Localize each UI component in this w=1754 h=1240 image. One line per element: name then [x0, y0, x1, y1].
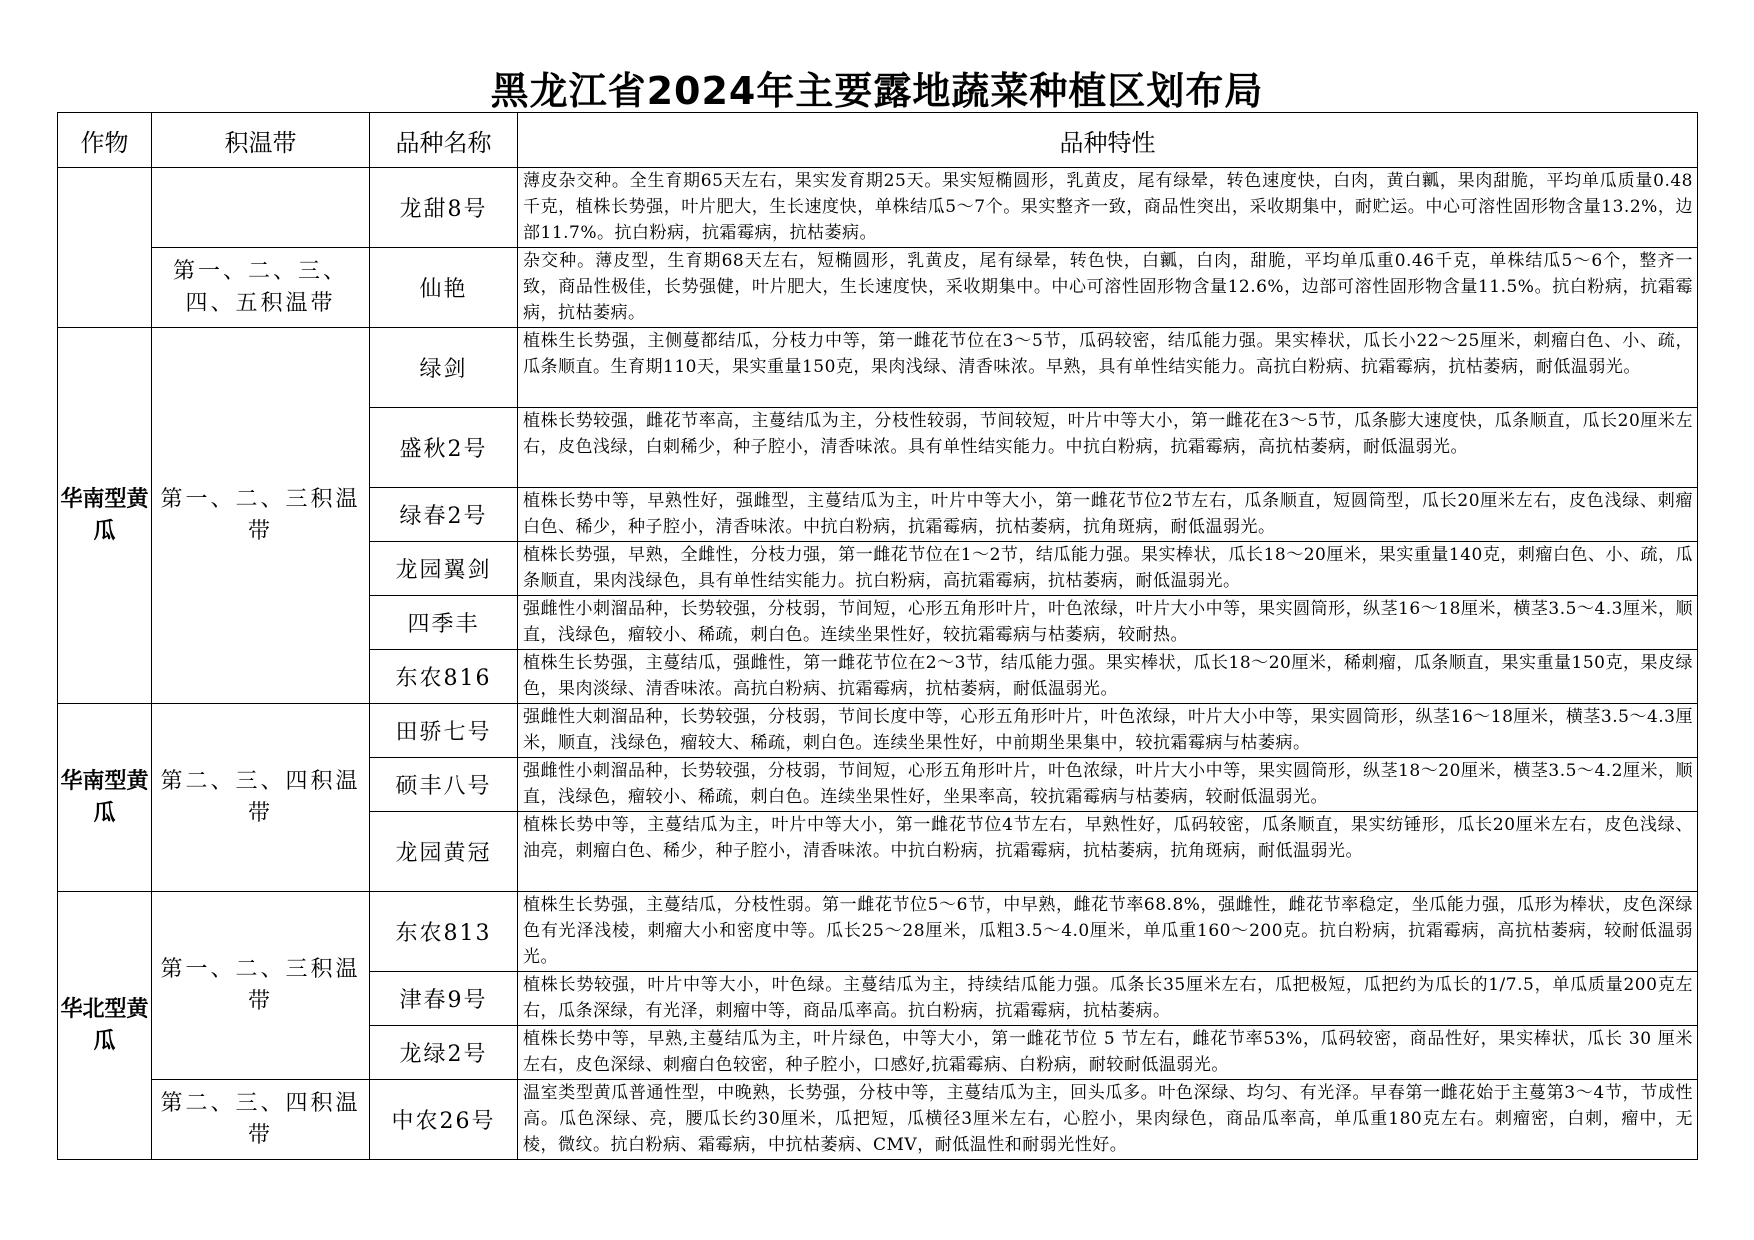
variety-cell: [370, 892, 518, 972]
traits-text: 植株长势中等，早熟性好，强雌型，主蔓结瓜为主，叶片中等大小，第一雌花节位2节左右，瓜条顺直，短圆筒型，瓜长20厘米左右，皮色浅绿、刺瘤白色、稀少，种子腔小，清香味浓。中抗白粉病，抗霜霉病，抗枯萎病，抗角斑病，耐低温弱光。: [523, 491, 1693, 537]
header-crop: 作物: [58, 113, 152, 168]
variety-cell: [370, 328, 518, 408]
variety-name: 龙园翼剑: [395, 558, 492, 583]
crop-cell: [58, 704, 152, 892]
zone-text: 第一、二、三积温带: [160, 956, 361, 1014]
variety-cell: [370, 596, 518, 650]
header-traits: 品种特性: [518, 113, 1698, 168]
variety-name: 龙甜8号: [399, 197, 488, 222]
traits-cell: [518, 758, 1698, 812]
traits-cell: [518, 488, 1698, 542]
traits-text: 温室类型黄瓜普通性型，中晚熟，长势强，分枝中等，主蔓结瓜为主，回头瓜多。叶色深绿、均匀、有光泽。早春第一雌花始于主蔓第3～4节，节成性高。瓜色深绿、亮，腰瓜长约30厘米，瓜把短，瓜横径3厘米左右，心腔小，果肉绿色，商品瓜率高，单瓜重180克左右。刺瘤密，白刺，瘤中，无棱，微纹。抗白粉病、霜霉病，中抗枯萎病、CMV，耐低温性和耐弱光性好。: [523, 1083, 1693, 1155]
zone-cell: [152, 248, 370, 328]
traits-cell: [518, 1026, 1698, 1080]
traits-text: 植株长势较强，雌花节率高，主蔓结瓜为主，分枝性较弱，节间较短，叶片中等大小，第一雌花在3～5节，瓜条膨大速度快，瓜条顺直，瓜长20厘米左右，皮色浅绿，白刺稀少，种子腔小，清香味浓。具有单性结实能力。中抗白粉病，抗霜霉病，高抗枯萎病，耐低温弱光。: [523, 411, 1693, 457]
variety-name: 绿春2号: [399, 504, 488, 529]
zone-text: 第一、二、三、四、五积温带: [172, 258, 348, 316]
traits-text: 强雌性小刺溜品种，长势较强，分枝弱，节间短，心形五角形叶片，叶色浓绿，叶片大小中等，果实圆筒形，纵茎18～20厘米，横茎3.5～4.2厘米，顺直，浅绿色，瘤较小、稀疏，刺白色。连续坐果性好，坐果率高，较抗霜霉病与枯萎病，较耐低温弱光。: [523, 761, 1693, 807]
traits-text: 强雌性小刺溜品种，长势较强，分枝弱，节间短，心形五角形叶片，叶色浓绿，叶片大小中等，果实圆筒形，纵茎16～18厘米，横茎3.5～4.3厘米，顺直，浅绿色，瘤较小、稀疏，刺白色。连续坐果性好，较抗霜霉病与枯萎病，较耐热。: [523, 599, 1693, 645]
header-zone: 积温带: [152, 113, 370, 168]
traits-text: 植株长势中等，早熟,主蔓结瓜为主，叶片绿色，中等大小，第一雌花节位 5 节左右，雌花节率53%，瓜码较密，商品性好，果实棒状，瓜长 30 厘米左右，皮色深绿、刺瘤白色较密，种子腔小，口感好,抗霜霉病、白粉病，耐较耐低温弱光。: [523, 1029, 1693, 1075]
traits-cell: [518, 408, 1698, 488]
zone-text: 第一、二、三积温带: [160, 486, 361, 544]
variety-cell: [370, 542, 518, 596]
traits-cell: [518, 650, 1698, 704]
variety-name: 中农26号: [391, 1109, 496, 1134]
variety-name: 四季丰: [407, 612, 480, 637]
traits-text: 植株生长势强，主侧蔓都结瓜，分枝力中等，第一雌花节位在3～5节，瓜码较密，结瓜能力强。果实棒状，瓜长小22～25厘米，刺瘤白色、小、疏，瓜条顺直。生育期110天，果实重量150克，果肉浅绿、清香味浓。早熟，具有单性结实能力。高抗白粉病、抗霜霉病，抗枯萎病，耐低温弱光。: [523, 331, 1693, 377]
table-header-row: [58, 113, 1698, 168]
traits-cell: [518, 596, 1698, 650]
zone-text: 第二、三、四积温带: [160, 1090, 361, 1148]
traits-cell: [518, 892, 1698, 972]
header-variety: 品种名称: [370, 113, 518, 168]
traits-text: 植株长势较强，叶片中等大小，叶色绿。主蔓结瓜为主，持续结瓜能力强。瓜条长35厘米左右，瓜把极短，瓜把约为瓜长的1/7.5，单瓜质量200克左右，瓜条深绿，有光泽，刺瘤中等，商品瓜率高。抗白粉病，抗霜霉病，抗枯萎病。: [523, 975, 1693, 1021]
crop-name: 华南型黄瓜: [60, 486, 149, 544]
variety-name: 津春9号: [399, 988, 488, 1013]
variety-name: 盛秋2号: [399, 437, 488, 462]
zone-cell-blank: [152, 168, 370, 248]
variety-name: 硕丰八号: [395, 774, 492, 799]
table-row: [58, 328, 1698, 408]
variety-cell: [370, 488, 518, 542]
traits-text: 植株生长势强，主蔓结瓜，强雌性，第一雌花节位在2～3节，结瓜能力强。果实棒状，瓜长18～20厘米，稀刺瘤，瓜条顺直，果实重量150克，果皮绿色，果肉淡绿、清香味浓。高抗白粉病、抗霜霉病，抗枯萎病，耐低温弱光。: [523, 653, 1693, 699]
traits-text: 植株长势强，早熟，全雌性，分枝力强，第一雌花节位在1～2节，结瓜能力强。果实棒状，瓜长18～20厘米，果实重量140克，刺瘤白色、小、疏，瓜条顺直，果肉浅绿色，具有单性结实能力。抗白粉病，高抗霜霉病，抗枯萎病，耐低温弱光。: [523, 545, 1693, 591]
variety-cell: [370, 972, 518, 1026]
zone-text: 第二、三、四积温带: [160, 768, 361, 826]
zone-cell: [152, 328, 370, 704]
variety-name: 龙园黄冠: [395, 841, 492, 866]
variety-cell: [370, 704, 518, 758]
traits-text: 杂交种。薄皮型，生育期68天左右，短椭圆形，乳黄皮，尾有绿晕，转色快，白瓤，白肉，甜脆，平均单瓜重0.46千克，单株结瓜5～6个，整齐一致，商品性极佳，长势强健，叶片肥大，生长速度快，采收期集中。中心可溶性固形物含量12.6%，边部可溶性固形物含量11.5%。抗白粉病，抗霜霉病，抗枯萎病。: [523, 251, 1693, 323]
variety-cell: [370, 168, 518, 248]
table-row: [58, 1080, 1698, 1160]
crop-cell: [58, 892, 152, 1160]
variety-cell: [370, 812, 518, 892]
zone-cell: [152, 892, 370, 1080]
traits-cell: [518, 328, 1698, 408]
crop-name: 华北型黄瓜: [60, 996, 149, 1054]
crop-cell-blank: [58, 168, 152, 328]
zone-cell: [152, 704, 370, 892]
variety-name: 仙艳: [419, 277, 468, 302]
variety-name: 绿剑: [419, 357, 468, 382]
traits-cell: [518, 1080, 1698, 1160]
traits-text: 植株生长势强，主蔓结瓜，分枝性弱。第一雌花节位5～6节，中早熟，雌花节率68.8%，强雌性，雌花节率稳定，坐瓜能力强，瓜形为棒状，皮色深绿色有光泽浅棱，刺瘤大小和密度中等。瓜长25～28厘米，瓜粗3.5～4.0厘米，单瓜重160～200克。抗白粉病，抗霜霉病，高抗枯萎病，较耐低温弱光。: [523, 895, 1693, 967]
table-row: [58, 248, 1698, 328]
crop-cell: [58, 328, 152, 704]
crop-name: 华南型黄瓜: [60, 768, 149, 826]
traits-cell: [518, 542, 1698, 596]
variety-name: 田骄七号: [395, 720, 492, 745]
table-row: [58, 168, 1698, 248]
traits-text: 薄皮杂交种。全生育期65天左右，果实发育期25天。果实短椭圆形，乳黄皮，尾有绿晕，转色速度快，白肉，黄白瓤，果肉甜脆，平均单瓜质量0.48千克，植株长势强，叶片肥大，生长速度快，单株结瓜5～7个。果实整齐一致，商品性突出，采收期集中，耐贮运。中心可溶性固形物含量13.2%，边部11.7%。抗白粉病，抗霜霉病，抗枯萎病。: [523, 171, 1693, 243]
traits-cell: [518, 704, 1698, 758]
variety-cell: [370, 758, 518, 812]
traits-cell: [518, 812, 1698, 892]
variety-cell: [370, 650, 518, 704]
table-row: [58, 892, 1698, 972]
traits-cell: [518, 248, 1698, 328]
variety-name: 东农816: [395, 666, 492, 691]
variety-cell: [370, 1080, 518, 1160]
traits-cell: [518, 972, 1698, 1026]
variety-name: 东农813: [395, 921, 492, 946]
page-title: 黑龙江省2024年主要露地蔬菜种植区划布局: [490, 69, 1264, 113]
traits-cell: [518, 168, 1698, 248]
planting-table-container: [57, 112, 1697, 1155]
variety-name: 龙绿2号: [399, 1042, 488, 1067]
table-row: [58, 704, 1698, 758]
traits-text: 植株长势中等，主蔓结瓜为主，叶片中等大小，第一雌花节位4节左右，早熟性好，瓜码较密，瓜条顺直，果实纺锤形，瓜长20厘米左右，皮色浅绿、油亮，刺瘤白色、稀少，种子腔小，清香味浓。中抗白粉病，抗霜霉病，抗枯萎病，抗角斑病，耐低温弱光。: [523, 815, 1693, 861]
variety-cell: [370, 1026, 518, 1080]
variety-cell: [370, 408, 518, 488]
zone-cell: [152, 1080, 370, 1160]
traits-text: 强雌性大刺溜品种，长势较强，分枝弱，节间长度中等，心形五角形叶片，叶色浓绿，叶片大小中等，果实圆筒形，纵茎16～18厘米，横茎3.5～4.3厘米，顺直，浅绿色，瘤较大、稀疏，刺白色。连续坐果性好，中前期坐果集中，较抗霜霉病与枯萎病。: [523, 707, 1693, 753]
planting-table: [57, 112, 1698, 1160]
variety-cell: [370, 248, 518, 328]
